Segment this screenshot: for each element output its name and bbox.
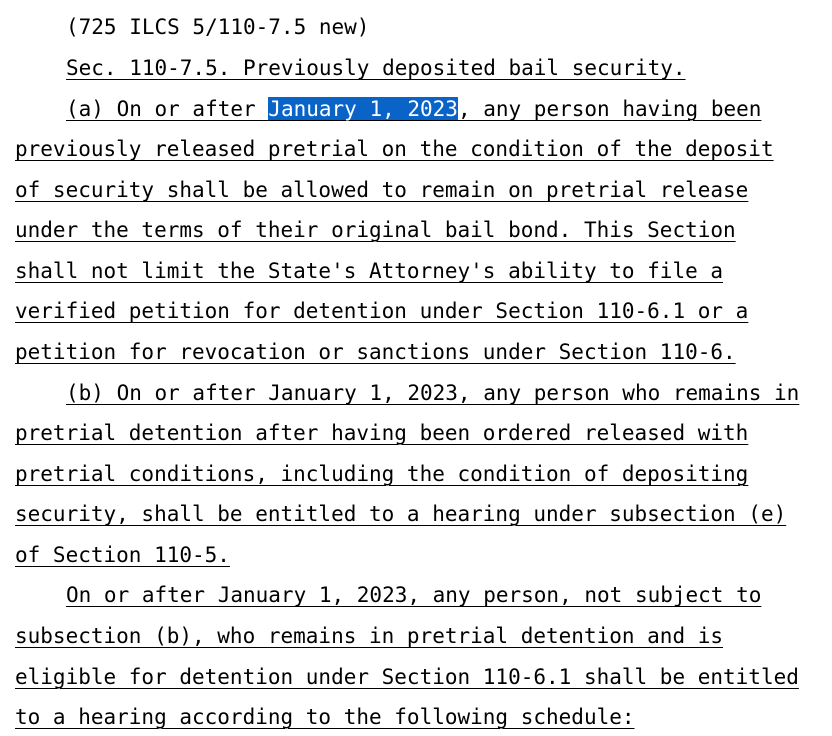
paragraph-c-line: to a hearing according to the following schedule:	[15, 705, 635, 729]
paragraph-a-line: petition for revocation or sanctions under Section 110-6.	[15, 340, 736, 364]
paragraph-c-first-line: On or after January 1, 2023, any person, not subject to	[66, 583, 762, 607]
paragraph-b-line: pretrial conditions, including the condition of depositing	[15, 462, 749, 486]
paragraph-a-line: shall not limit the State's Attorney's ability to file a	[15, 259, 724, 283]
statute-citation: (725 ILCS 5/110-7.5 new)	[66, 15, 370, 39]
paragraph-c-line: eligible for detention under Section 110-6.1 shall be entitled	[15, 665, 799, 689]
paragraph-a-suffix: , any person having been	[457, 97, 762, 121]
section-heading: Sec. 110-7.5. Previously deposited bail security.	[66, 56, 686, 80]
paragraph-a-line: previously released pretrial on the condition of the deposit	[15, 137, 774, 161]
paragraph-a-line: verified petition for detention under Section 110-6.1 or a	[15, 299, 749, 323]
paragraph-b-line: of Section 110-5.	[15, 543, 230, 567]
paragraph-a-first-line	[66, 95, 761, 123]
paragraph-b-first-line: (b) On or after January 1, 2023, any person who remains in	[66, 381, 800, 405]
paragraph-a-prefix: (a) On or after	[66, 97, 269, 121]
paragraph-c-line: subsection (b), who remains in pretrial detention and is	[15, 624, 724, 648]
paragraph-a-line: of security shall be allowed to remain on pretrial release	[15, 178, 749, 202]
selected-text-highlight[interactable]: January 1, 2023	[268, 97, 458, 121]
paragraph-b-line: security, shall be entitled to a hearing under subsection (e)	[15, 502, 787, 526]
paragraph-a-line: under the terms of their original bail bond. This Section	[15, 218, 736, 242]
paragraph-b-line: pretrial detention after having been ordered released with	[15, 421, 749, 445]
